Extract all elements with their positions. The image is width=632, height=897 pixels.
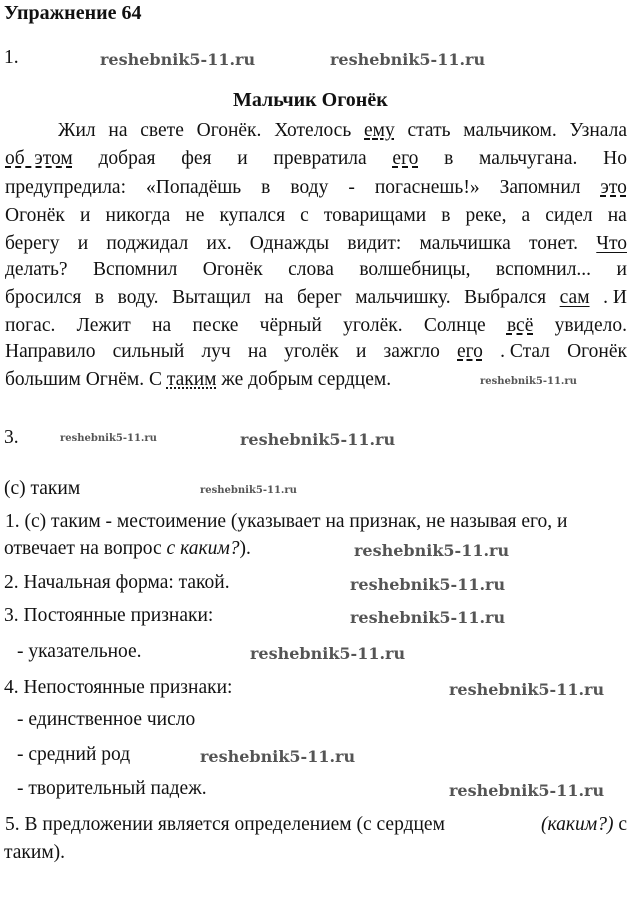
word: поджидал (106, 233, 189, 254)
underlined-word: сам (559, 287, 590, 308)
word: а (521, 205, 531, 226)
word: луч (201, 341, 231, 362)
word: мальчишка (419, 233, 511, 254)
word: не (185, 205, 205, 226)
watermark: reshebnik5-11.ru (60, 433, 157, 444)
word: же добрым сердцем. (216, 369, 392, 390)
watermark: reshebnik5-11.ru (480, 376, 577, 387)
word: в (94, 287, 105, 308)
word: на (264, 287, 284, 308)
word: никогда (105, 205, 171, 226)
word: и (77, 233, 89, 254)
word: Вытащил (172, 287, 251, 308)
story-line (58, 120, 627, 142)
word: . Стал (500, 341, 550, 362)
analysis-point-3: 3. Постоянные признаки: (4, 605, 214, 626)
word: Лежит (76, 315, 131, 336)
text: отвечает на вопрос (4, 538, 167, 559)
analysis-point-1-cont (4, 538, 251, 560)
analysis-point-5 (5, 814, 627, 836)
watermark: reshebnik5-11.ru (240, 430, 396, 449)
watermark: reshebnik5-11.ru (200, 747, 356, 766)
word: Хотелось (274, 120, 352, 141)
word: погаснешь!» (374, 177, 480, 198)
word: Но (603, 148, 627, 169)
word: стать (407, 120, 451, 141)
word: делать? (5, 259, 68, 280)
word: сидел (545, 205, 593, 226)
word: . И (603, 287, 627, 308)
word: Узнала (569, 120, 627, 141)
word: берег (296, 287, 342, 308)
underlined-word: таким (166, 369, 217, 390)
underlined-word: это (600, 177, 627, 198)
word: Огонёк (567, 341, 627, 362)
word: Жил (58, 120, 96, 141)
text: ). (239, 538, 251, 559)
word: - (348, 177, 355, 198)
story-line (5, 287, 627, 309)
watermark: reshebnik5-11.ru (350, 608, 506, 627)
analysis-point-4a: - единственное число (17, 709, 196, 730)
story-line (5, 341, 627, 363)
exercise-heading: Упражнение 64 (4, 2, 142, 24)
watermark: reshebnik5-11.ru (200, 485, 297, 496)
watermark: reshebnik5-11.ru (250, 644, 406, 663)
word: воду (290, 177, 329, 198)
word: Выбрался (464, 287, 547, 308)
word: добрая (98, 148, 156, 169)
story-line (5, 259, 627, 281)
word: бросился (5, 287, 82, 308)
underlined-word: ему (364, 120, 395, 141)
word: превратила (273, 148, 367, 169)
watermark: reshebnik5-11.ru (330, 50, 486, 69)
analysis-point-4b: - средний род (17, 744, 131, 765)
word: предупредила: (5, 177, 126, 198)
analysis-point-1 (5, 511, 627, 533)
watermark: reshebnik5-11.ru (449, 680, 605, 699)
word: их. (206, 233, 232, 254)
word: песке (192, 315, 239, 336)
word: мальчугана. (479, 148, 578, 169)
word: Солнце (423, 315, 486, 336)
word: зажгло (383, 341, 440, 362)
word: товарищами (323, 205, 427, 226)
word: на (108, 120, 128, 141)
word: и (355, 341, 367, 362)
word: в (261, 177, 271, 198)
word: реке, (465, 205, 507, 226)
word: фея (181, 148, 212, 169)
analyzed-word: (с) таким (4, 478, 81, 499)
word: на (247, 341, 267, 362)
word: берегу (5, 233, 60, 254)
story-line (5, 148, 627, 170)
word: Огонёк (5, 205, 65, 226)
word: с (300, 205, 309, 226)
question-italic: с каким? (166, 538, 240, 559)
word: и (616, 259, 627, 280)
story-line (5, 315, 627, 337)
analysis-point-4: 4. Непостоянные признаки: (4, 677, 233, 698)
word: уголёк. (343, 315, 403, 336)
word: увидело. (554, 315, 627, 336)
word: Огонёк (202, 259, 263, 280)
analysis-point-4c: - творительный падеж. (17, 778, 207, 799)
analysis-point-2: 2. Начальная форма: такой. (4, 572, 230, 593)
story-line (5, 205, 627, 227)
word: волшебницы, (359, 259, 471, 280)
word: на (152, 315, 172, 336)
word: видит: (347, 233, 402, 254)
item-number-1: 1. (4, 47, 19, 68)
word: тонет. (529, 233, 579, 254)
word: Огонёк. (196, 120, 262, 141)
word: мальчиком. (463, 120, 557, 141)
story-line (5, 233, 627, 255)
story-title: Мальчик Огонёк (233, 89, 388, 111)
text: с (613, 814, 627, 835)
word: в (441, 205, 451, 226)
underlined-word: об этом (5, 148, 73, 169)
watermark: reshebnik5-11.ru (449, 781, 605, 800)
story-line (5, 177, 627, 199)
word: сильный (112, 341, 185, 362)
text: 5. В предложении является определением (с сердцем (5, 814, 445, 835)
word: уголёк (284, 341, 339, 362)
word: на (607, 205, 627, 226)
underlined-word: Что (596, 233, 627, 254)
watermark: reshebnik5-11.ru (354, 541, 510, 560)
word: чёрный (259, 315, 322, 336)
analysis-point-3a: - указательное. (17, 641, 142, 662)
text: 1. (с) таким - местоимение (указывает на признак, не называя его, и (5, 511, 568, 532)
word: «Попадёшь (146, 177, 242, 198)
analysis-point-5-cont: таким). (4, 842, 66, 863)
word: вспомнил... (495, 259, 592, 280)
word: в (444, 148, 454, 169)
watermark: reshebnik5-11.ru (350, 575, 506, 594)
word: свете (140, 120, 184, 141)
word: купался (219, 205, 286, 226)
watermark: reshebnik5-11.ru (100, 50, 256, 69)
underlined-word: его (457, 341, 483, 362)
underlined-word: всё (506, 315, 534, 336)
word: и (80, 205, 91, 226)
word: большим Огнём. С (5, 369, 167, 390)
word: мальчишку. (355, 287, 451, 308)
word: слова (288, 259, 334, 280)
word: Однажды (249, 233, 330, 254)
question-italic: (каким?) (541, 814, 614, 835)
word: и (237, 148, 248, 169)
word: воду. (117, 287, 159, 308)
word: Вспомнил (92, 259, 178, 280)
word: Запомнил (499, 177, 581, 198)
underlined-word: его (392, 148, 419, 169)
item-number-3: 3. (4, 427, 19, 448)
word: Направило (5, 341, 96, 362)
word: погас. (5, 315, 56, 336)
